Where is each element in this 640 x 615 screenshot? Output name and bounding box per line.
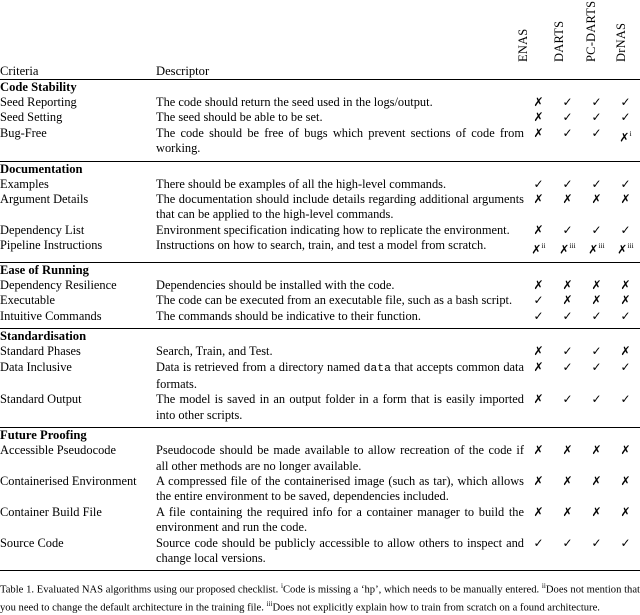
- check-icon: ✓: [533, 176, 544, 191]
- cross-icon: ✗: [562, 443, 573, 458]
- footnote-text-i: Code is missing a ‘hp’, which needs to be manually entered.: [282, 585, 540, 597]
- checklist-mark-pc-darts: [582, 360, 611, 393]
- criteria-descriptor: Source code should be publicly accessible to allow others to inspect and change local versions.: [156, 535, 524, 566]
- footnote-marker-iii: iii: [266, 599, 273, 608]
- inline-code: data: [363, 362, 391, 375]
- check-icon: ✓: [591, 110, 602, 125]
- criteria-name: Argument Details: [0, 192, 89, 207]
- check-icon: ✓: [562, 222, 573, 237]
- cross-icon: ✗: [562, 504, 573, 519]
- cross-icon: ✗: [591, 504, 602, 519]
- cross-icon: ✗: [620, 277, 631, 292]
- criteria-name: Source Code: [0, 535, 64, 550]
- checklist-mark-pc-darts: [582, 126, 611, 157]
- cross-icon: ✗: [620, 192, 631, 207]
- checklist-mark-darts: [553, 443, 582, 474]
- cross-icon: ✗: [591, 474, 602, 489]
- cross-icon: ✗: [533, 125, 544, 140]
- criteria-descriptor: Data is retrieved from a directory named data that accepts common data formats.: [156, 359, 524, 392]
- group-title: Ease of Running: [0, 262, 89, 277]
- checklist-mark-pc-darts: [582, 505, 611, 536]
- cross-icon: ✗: [588, 242, 599, 257]
- criteria-descriptor: A file containing the required info for a container manager to build the environment and run the code.: [156, 504, 524, 535]
- checklist-mark-darts: [553, 278, 582, 293]
- check-icon: ✓: [562, 359, 573, 374]
- check-icon: ✓: [591, 95, 602, 109]
- group-title: Documentation: [0, 161, 83, 176]
- column-header-enas: ENAS: [516, 28, 530, 62]
- checklist-mark-drnas: [611, 95, 640, 110]
- table-caption: [0, 571, 640, 614]
- criteria-descriptor: The documentation should include details regarding additional arguments that can be applied to the high-level commands.: [156, 192, 524, 222]
- column-header-pc-darts: PC-DARTS: [584, 0, 598, 62]
- checklist-mark-pc-darts: [582, 95, 611, 110]
- cross-icon: ✗: [533, 95, 544, 109]
- group-header-row: [0, 263, 640, 278]
- criteria-name: Data Inclusive: [0, 359, 72, 374]
- cross-icon: ✗: [620, 504, 631, 519]
- checklist-mark-darts: [553, 192, 582, 223]
- check-icon: ✓: [591, 344, 602, 359]
- criteria-descriptor: A compressed file of the containerised image (such as tar), which allows the entire environment to be saved, dependencies included.: [156, 474, 524, 504]
- column-header-darts: DARTS: [552, 20, 566, 62]
- checklist-mark-darts: [553, 360, 582, 393]
- table-row: [0, 309, 640, 324]
- criteria-descriptor: Instructions on how to search, train, and test a model from scratch.: [156, 238, 487, 253]
- group-title: Future Proofing: [0, 428, 87, 443]
- checklist-mark-enas: [524, 110, 553, 125]
- checklist-mark-drnas: [611, 110, 640, 125]
- table-row: [0, 474, 640, 505]
- table-row: [0, 505, 640, 536]
- checklist-mark-drnas: [611, 192, 640, 223]
- table-row: [0, 95, 640, 110]
- cross-icon: ✗: [531, 242, 542, 257]
- checklist-mark-darts: [553, 309, 582, 324]
- checklist-mark-enas: [524, 505, 553, 536]
- checklist-mark-enas: [524, 95, 553, 110]
- cross-icon: ✗: [591, 293, 602, 308]
- criteria-name: Dependency Resilience: [0, 277, 117, 292]
- criteria-name: Intuitive Commands: [0, 308, 102, 323]
- check-icon: ✓: [591, 535, 602, 550]
- cross-icon: ✗: [562, 277, 573, 292]
- checklist-mark-enas: [524, 177, 553, 192]
- table-row: [0, 223, 640, 238]
- cross-icon: ✗: [533, 392, 544, 407]
- checklist-table: [0, 64, 640, 571]
- checklist-mark-drnas: [611, 392, 640, 423]
- criteria-name: Seed Reporting: [0, 95, 77, 109]
- cross-icon: ✗: [620, 474, 631, 489]
- check-icon: ✓: [591, 308, 602, 323]
- cross-icon: ✗: [533, 222, 544, 237]
- criteria-name: Container Build File: [0, 504, 102, 519]
- table-row: [0, 278, 640, 293]
- table-row: [0, 110, 640, 125]
- check-icon: ✓: [620, 95, 631, 109]
- criteria-name: Containerised Environment: [0, 474, 137, 489]
- checklist-mark-drnas: [611, 505, 640, 536]
- cross-icon: ✗: [620, 344, 631, 359]
- check-icon: ✓: [620, 392, 631, 407]
- check-icon: ✓: [620, 308, 631, 323]
- criteria-name: Accessible Pseudocode: [0, 443, 116, 458]
- checklist-mark-pc-darts: [582, 192, 611, 223]
- checklist-mark-pc-darts: [582, 238, 611, 258]
- checklist-mark-enas: [524, 126, 553, 157]
- table-row: [0, 192, 640, 223]
- criteria-name: Seed Setting: [0, 110, 63, 125]
- cross-icon: ✗: [533, 110, 544, 125]
- cross-icon: ✗: [617, 242, 628, 257]
- table-header-row: [0, 64, 640, 80]
- group-header-row: [0, 428, 640, 443]
- table-row: [0, 293, 640, 308]
- table-row: [0, 360, 640, 393]
- checklist-mark-enas: [524, 192, 553, 223]
- cross-icon: ✗: [533, 344, 544, 359]
- checklist-mark-pc-darts: [582, 309, 611, 324]
- checklist-mark-pc-darts: [582, 223, 611, 238]
- criteria-name: Bug-Free: [0, 125, 47, 140]
- criteria-descriptor: Environment specification indicating how to replicate the environment.: [156, 222, 510, 237]
- check-icon: ✓: [591, 222, 602, 237]
- checklist-mark-enas: [524, 278, 553, 293]
- check-icon: ✓: [620, 535, 631, 550]
- cross-icon: ✗: [533, 474, 544, 489]
- cross-icon: ✗: [533, 192, 544, 207]
- criteria-name: Executable: [0, 293, 56, 308]
- checklist-mark-darts: [553, 95, 582, 110]
- criteria-descriptor: The code should return the seed used in the logs/output.: [156, 95, 433, 109]
- checklist-mark-darts: [553, 238, 582, 258]
- checklist-mark-drnas: [611, 278, 640, 293]
- group-title: Code Stability: [0, 80, 77, 94]
- table-row: [0, 392, 640, 423]
- footnote-marker: ii: [541, 241, 546, 251]
- checklist-mark-darts: [553, 474, 582, 505]
- checklist-mark-drnas: [611, 443, 640, 474]
- check-icon: ✓: [533, 308, 544, 323]
- checklist-mark-darts: [553, 126, 582, 157]
- checklist-mark-darts: [553, 344, 582, 359]
- checklist-mark-enas: [524, 536, 553, 567]
- criteria-name: Dependency List: [0, 222, 85, 237]
- cross-icon: ✗: [620, 293, 631, 308]
- criteria-descriptor: Search, Train, and Test.: [156, 344, 273, 359]
- checklist-mark-darts: [553, 536, 582, 567]
- table-row: [0, 536, 640, 567]
- check-icon: ✓: [620, 359, 631, 374]
- table-row: [0, 126, 640, 157]
- checklist-mark-darts: [553, 223, 582, 238]
- criteria-name: Examples: [0, 176, 49, 191]
- checklist-mark-darts: [553, 177, 582, 192]
- check-icon: ✓: [591, 125, 602, 140]
- criteria-descriptor: The code can be executed from an executable file, such as a bash script.: [156, 293, 513, 308]
- group-header-row: [0, 80, 640, 95]
- criteria-name: Standard Phases: [0, 344, 81, 359]
- cross-icon: ✗: [562, 293, 573, 308]
- cross-icon: ✗: [533, 359, 544, 374]
- check-icon: ✓: [620, 222, 631, 237]
- checklist-mark-darts: [553, 505, 582, 536]
- check-icon: ✓: [562, 95, 573, 109]
- checklist-mark-drnas: [611, 344, 640, 359]
- checklist-mark-drnas: [611, 536, 640, 567]
- cross-icon: ✗: [591, 443, 602, 458]
- checklist-mark-pc-darts: [582, 278, 611, 293]
- check-icon: ✓: [591, 359, 602, 374]
- check-icon: ✓: [533, 293, 544, 308]
- check-icon: ✓: [562, 392, 573, 407]
- check-icon: ✓: [562, 535, 573, 550]
- check-icon: ✓: [533, 535, 544, 550]
- checklist-mark-pc-darts: [582, 177, 611, 192]
- group-header-row: [0, 162, 640, 177]
- checklist-mark-enas: [524, 392, 553, 423]
- criteria-descriptor: The seed should be able to be set.: [156, 110, 323, 125]
- checklist-mark-darts: [553, 110, 582, 125]
- group-title: Standardisation: [0, 329, 87, 344]
- cross-icon: ✗: [533, 504, 544, 519]
- footnote-text-iii: Does not explicitly explain how to train from scratch on a found architecture.: [272, 602, 600, 614]
- checklist-mark-drnas: [611, 293, 640, 308]
- footnote-marker-ii: ii: [541, 582, 546, 591]
- criteria-name: Pipeline Instructions: [0, 238, 103, 253]
- checklist-mark-pc-darts: [582, 344, 611, 359]
- footnote-marker: iii: [598, 241, 605, 251]
- caption-lead: Table 1. Evaluated NAS algorithms using our proposed checklist.: [0, 585, 279, 597]
- criteria-descriptor: There should be examples of all the high-level commands.: [156, 176, 447, 191]
- checklist-mark-drnas: [611, 126, 640, 157]
- footnote-text-ii: Does not mention that you need to change the default architecture in the training file.: [0, 585, 640, 614]
- cross-icon: ✗: [562, 474, 573, 489]
- table-row: [0, 344, 640, 359]
- checklist-mark-pc-darts: [582, 293, 611, 308]
- check-icon: ✓: [562, 308, 573, 323]
- check-icon: ✓: [562, 176, 573, 191]
- checklist-mark-enas: [524, 223, 553, 238]
- table-row: [0, 177, 640, 192]
- criteria-name: Standard Output: [0, 392, 82, 407]
- footnote-marker: iii: [569, 241, 576, 251]
- checklist-mark-enas: [524, 344, 553, 359]
- checklist-mark-darts: [553, 392, 582, 423]
- footnote-marker: iii: [627, 241, 634, 251]
- check-icon: ✓: [620, 110, 631, 125]
- checklist-mark-pc-darts: [582, 443, 611, 474]
- checklist-mark-pc-darts: [582, 392, 611, 423]
- check-icon: ✓: [562, 344, 573, 359]
- cross-icon: ✗: [533, 443, 544, 458]
- checklist-mark-drnas: [611, 177, 640, 192]
- checklist-mark-drnas: [611, 238, 640, 258]
- check-icon: ✓: [562, 110, 573, 125]
- cross-icon: ✗: [559, 242, 570, 257]
- checklist-mark-enas: [524, 443, 553, 474]
- checklist-mark-drnas: [611, 309, 640, 324]
- footnote-marker: i: [629, 128, 632, 138]
- check-icon: ✓: [591, 176, 602, 191]
- checklist-mark-drnas: [611, 474, 640, 505]
- criteria-column-label: Criteria: [0, 64, 39, 78]
- checklist-mark-enas: [524, 309, 553, 324]
- criteria-descriptor: The commands should be indicative to their function.: [156, 308, 421, 323]
- check-icon: ✓: [591, 392, 602, 407]
- column-header-drnas: DrNAS: [614, 22, 628, 62]
- checklist-mark-enas: [524, 293, 553, 308]
- cross-icon: ✗: [620, 443, 631, 458]
- cross-icon: ✗: [591, 192, 602, 207]
- descriptor-column-label: Descriptor: [156, 64, 210, 78]
- table-row: [0, 443, 640, 474]
- checklist-mark-enas: [524, 360, 553, 393]
- group-header-row: [0, 329, 640, 344]
- checklist-mark-drnas: [611, 223, 640, 238]
- table-row: [0, 238, 640, 258]
- criteria-descriptor: The model is saved in an output folder in a form that is easily imported into other scripts.: [156, 392, 524, 422]
- checklist-mark-enas: [524, 238, 553, 258]
- checklist-mark-drnas: [611, 360, 640, 393]
- cross-icon: ✗: [619, 130, 630, 145]
- cross-icon: ✗: [562, 192, 573, 207]
- cross-icon: ✗: [533, 277, 544, 292]
- checklist-mark-pc-darts: [582, 474, 611, 505]
- checklist-mark-enas: [524, 474, 553, 505]
- checklist-mark-pc-darts: [582, 536, 611, 567]
- check-icon: ✓: [620, 176, 631, 191]
- checklist-mark-pc-darts: [582, 110, 611, 125]
- check-icon: ✓: [562, 125, 573, 140]
- checklist-mark-darts: [553, 293, 582, 308]
- criteria-descriptor: The code should be free of bugs which prevent sections of code from working.: [156, 125, 524, 156]
- criteria-descriptor: Dependencies should be installed with the code.: [156, 277, 395, 292]
- criteria-descriptor: Pseudocode should be made available to allow recreation of the code if all other methods are no longer available.: [156, 443, 524, 473]
- cross-icon: ✗: [591, 277, 602, 292]
- footnote-marker-i: i: [280, 582, 283, 591]
- algorithm-header-row: [0, 0, 640, 64]
